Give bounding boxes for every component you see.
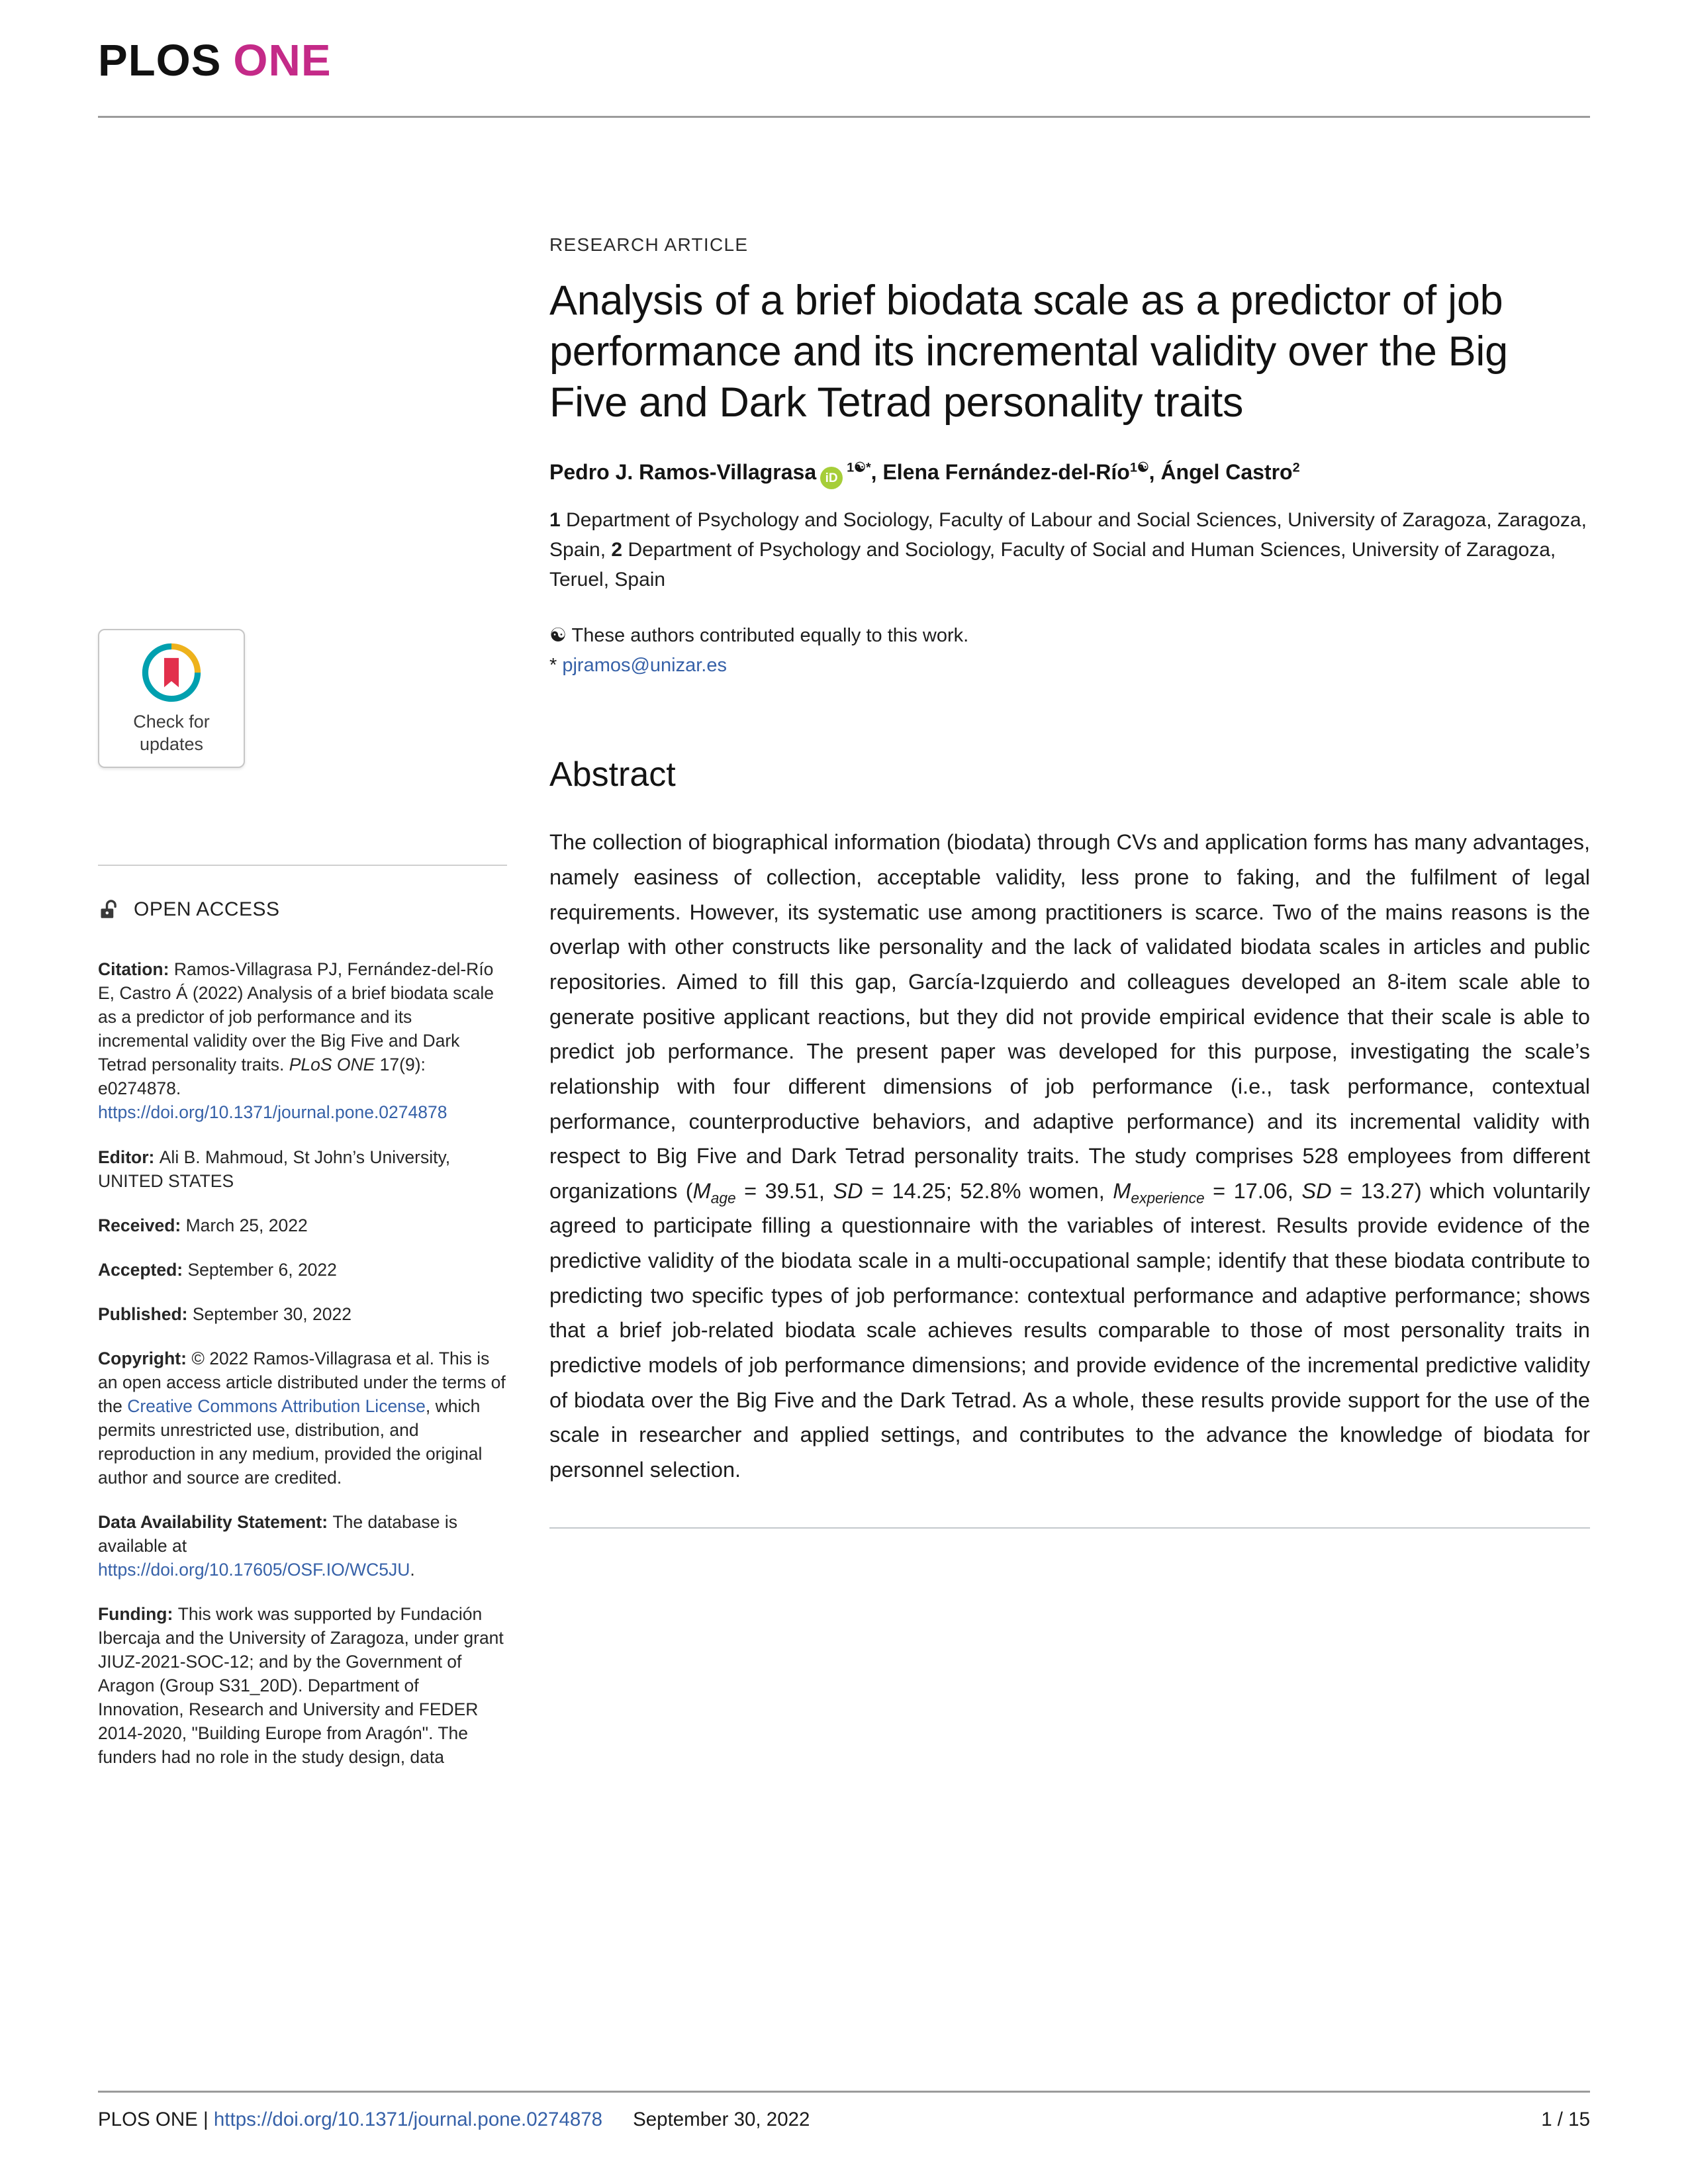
- published-block: Published: September 30, 2022: [98, 1304, 352, 1324]
- abstract-paragraph: The collection of biographical information (biodata) through CVs and application forms has many advantages, namely easiness of collection, acceptable validity, less prone to faking, and the fulfilment of legal requirements. However, its systematic use among practitioners is scarce. Two of the mains reasons is the overlap with other constructs like personality and the lack of validated biodata scales in articles and public repositories. Aimed to fill this gap, García-Izquierdo and colleagues developed an 8-item scale able to generate positive applicant reactions, but they did not provide empirical evidence that their scale is able to predict job performance. The present paper was developed for this purpose, investigating the scale’s relationship with four different dimensions of job performance (i.e., task performance, contextual performance, counterproductive behaviors, and adaptive performance) and its incremental validity with respect to Big Five and Dark Tetrad personality traits. The study comprises 528 employees from different organizations ($M_{age} = 39.51$, SD = 14.25; 52.8% women, $M_{experience} = 17.06$, SD = 13.27) which voluntarily agreed to participate filling a questionnaire with the variables of interest. Results provide evidence of the predictive validity of the biodata scale in a multi-occupational sample; identify that these biodata contribute to predicting two specific types of job performance: contextual performance and adaptive performance; shows that a brief job-related biodata scale achieves results comparable to those of most personality traits in predictive models of job performance dimensions; and provide evidence of the incremental predictive validity of biodata over the Big Five and the Dark Tetrad. As a whole, these results provide support for the use of the scale in researcher and applied settings, and contributes to the advance the knowledge of biodata for personnel selection.: [549, 830, 1590, 1482]
- accepted-block: Accepted: September 6, 2022: [98, 1259, 337, 1280]
- article-main: [549, 234, 1590, 1529]
- open-access-row: [98, 896, 507, 924]
- logo-plos-text: PLOS: [98, 36, 222, 85]
- abstract-heading: Abstract: [549, 755, 676, 794]
- article-metadata-sidebar: [98, 234, 507, 1789]
- equal-contribution-note: ☯ These authors contributed equally to this work.: [549, 625, 969, 647]
- affiliations: 1 Department of Psychology and Sociology, Faculty of Labour and Social Sciences, University of Zaragoza, Zaragoza, Spain, 2 Department of Psychology and Sociology, Faculty of Social and Human Sciences, University of Zaragoza, Teruel, Spain: [549, 509, 1587, 591]
- content-columns: [98, 234, 1590, 1789]
- open-access-label: OPEN ACCESS: [134, 898, 280, 920]
- journal-header: [98, 38, 1590, 118]
- footer-date: September 30, 2022: [633, 2109, 810, 2130]
- text-link[interactable]: Creative Commons Attribution License: [127, 1396, 426, 1416]
- authors-line: Pedro J. Ramos-Villagrasa $iD^{1☯*}$, Elena Fernández-del-Río$^{1☯}$, Ángel Castro$^2$: [549, 457, 1590, 487]
- footer-row: [98, 2109, 1590, 2131]
- orcid-icon[interactable]: iD: [820, 467, 843, 489]
- abstract-divider: [549, 1527, 1590, 1529]
- crossmark-icon: [141, 642, 202, 703]
- editor-block: Editor: Ali B. Mahmoud, St John’s University, UNITED STATES: [98, 1147, 451, 1191]
- footer-doi-link[interactable]: https://doi.org/10.1371/journal.pone.0274878: [213, 2109, 603, 2130]
- text-link[interactable]: https://doi.org/10.17605/OSF.IO/WC5JU: [98, 1559, 410, 1580]
- check-badge-line2: updates: [139, 734, 204, 754]
- logo-one-text: ONE: [233, 36, 332, 85]
- footer-divider: [98, 2091, 1590, 2093]
- footer-left: [98, 2109, 810, 2131]
- open-lock-icon: [98, 898, 122, 922]
- header-divider: [98, 116, 1590, 118]
- sidebar-divider: [98, 865, 507, 866]
- page-footer: [98, 2091, 1590, 2131]
- text-link[interactable]: https://doi.org/10.1371/journal.pone.0274878: [98, 1102, 447, 1123]
- text-link[interactable]: pjramos@unizar.es: [562, 655, 727, 677]
- citation-block: Citation: Ramos-Villagrasa PJ, Fernández-del-Río E, Castro Á (2022) Analysis of a brief biodata scale as a predictor of job performance and its incremental validity over the Big Five and Dark Tetrad personality traits. PLoS ONE 17(9): e0274878. https://doi.org/10.1371/journal.pone.0274878: [98, 959, 494, 1123]
- footer-page-number: 1 / 15: [1541, 2109, 1590, 2130]
- footer-journal-name: PLOS ONE |: [98, 2109, 214, 2130]
- plos-one-logo[interactable]: [98, 38, 1590, 83]
- check-badge-line1: Check for: [133, 712, 210, 732]
- data-availability-block: Data Availability Statement: The database is available at https://doi.org/10.17605/OSF.IO/WC5JU.: [98, 1511, 457, 1580]
- corresponding-email: * pjramos@unizar.es: [549, 655, 727, 677]
- copyright-block: Copyright: © 2022 Ramos-Villagrasa et al. This is an open access article distributed under the terms of the Creative Commons Attribution License, which permits unrestricted use, distribution, and reproduction in any medium, provided the original author and source are credited.: [98, 1348, 506, 1488]
- check-for-updates-badge[interactable]: [98, 629, 245, 768]
- page-title: Analysis of a brief biodata scale as a predictor of job performance and its incremental validity over the Big Five and Dark Tetrad personality traits: [549, 277, 1508, 426]
- article-type-kicker: RESEARCH ARTICLE: [549, 234, 749, 255]
- received-block: Received: March 25, 2022: [98, 1215, 308, 1235]
- funding-block: Funding: This work was supported by Fundación Ibercaja and the University of Zaragoza, under grant JIUZ-2021-SOC-12; and by the Government of Aragon (Group S31_20D). Department of Innovation, Research and University and FEDER 2014-2020, "Building Europe from Aragón". The funders had no role in the study design, data: [98, 1603, 504, 1768]
